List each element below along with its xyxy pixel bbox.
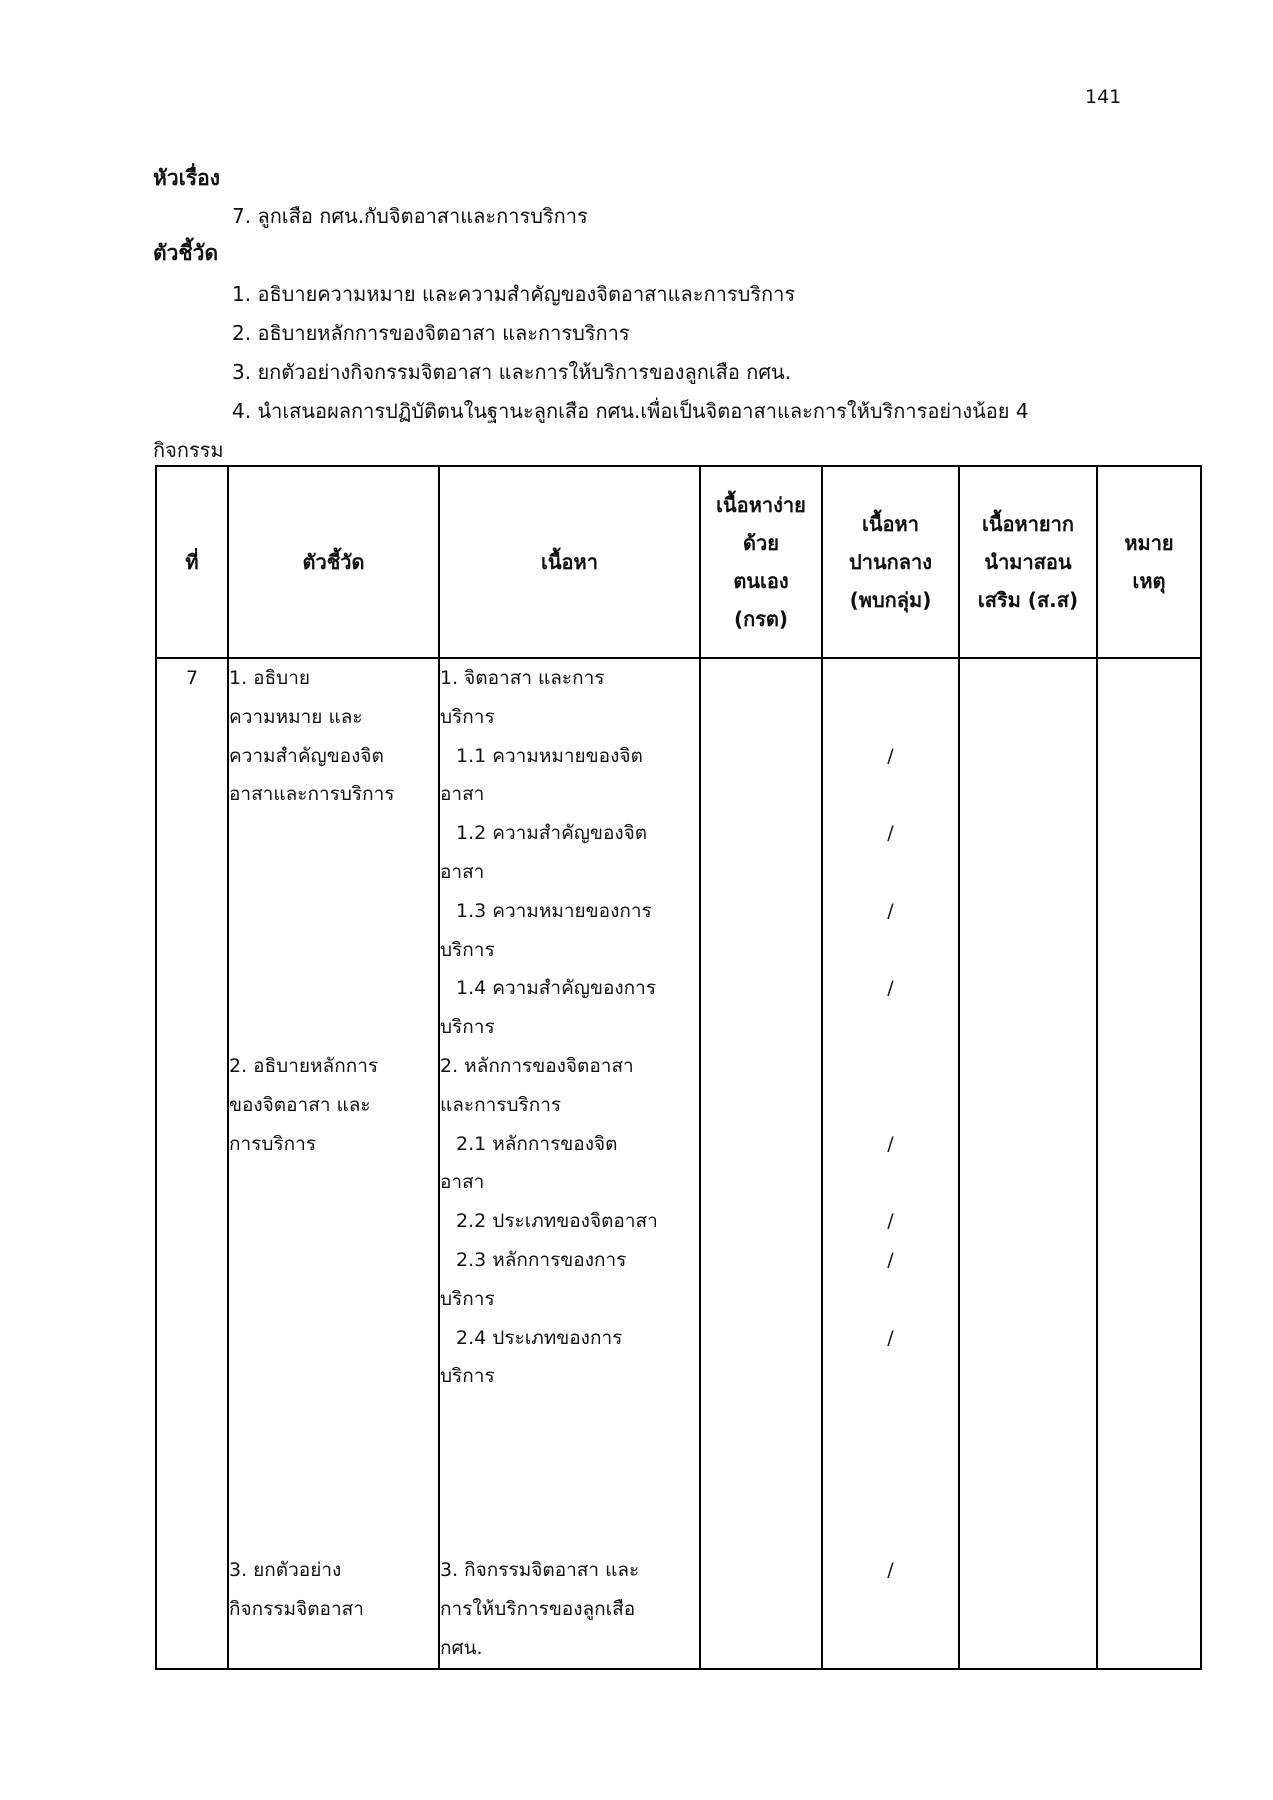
header-content: เนื้อหา xyxy=(439,466,700,658)
medium-mark-line: / xyxy=(887,1132,894,1155)
content-line xyxy=(440,1396,699,1435)
medium-mark-line xyxy=(823,1590,958,1629)
indicator-line xyxy=(229,1319,438,1358)
medium-mark-line xyxy=(823,1435,958,1474)
content-line: 2.2 ประเภทของจิตอาสา xyxy=(456,1210,658,1233)
indicator-line: 1. อธิบาย xyxy=(229,667,311,689)
content-line: และการบริการ xyxy=(440,1093,562,1116)
content-line: 1.1 ความหมายของจิต xyxy=(456,744,643,767)
medium-mark-line: / xyxy=(887,1559,894,1582)
course-table xyxy=(155,465,1202,1670)
indicator-line xyxy=(229,931,438,970)
medium-mark-line: / xyxy=(887,977,894,1000)
content-line: อาสา xyxy=(440,1171,485,1194)
indicator-line: ความสำคัญของจิต xyxy=(229,744,384,767)
indicator-line: 3. ยกตัวอย่าง xyxy=(229,1559,342,1582)
medium-mark-line: / xyxy=(887,822,894,845)
medium-mark-line: / xyxy=(887,1248,894,1271)
content-line: 2. หลักการของจิตอาสา xyxy=(440,1054,634,1077)
content-line: 2.1 หลักการของจิต xyxy=(456,1132,618,1155)
cell-easy xyxy=(700,658,822,1669)
indicator-line xyxy=(229,1513,438,1552)
medium-mark-line xyxy=(823,1513,958,1552)
indicator-line xyxy=(229,814,438,853)
header-remark: หมาย เหตุ xyxy=(1097,466,1201,658)
topic-heading: หัวเรื่อง xyxy=(153,166,220,190)
content-line: 1.3 ความหมายของการ xyxy=(456,899,652,922)
header-no: ที่ xyxy=(156,466,228,658)
table-header-row xyxy=(156,466,1201,658)
content-line: 2.3 หลักการของการ xyxy=(456,1248,627,1271)
indicator-line: ของจิตอาสา และ xyxy=(229,1093,371,1116)
content-line xyxy=(440,1474,699,1513)
indicator-line xyxy=(229,1241,438,1280)
indicator-line xyxy=(229,969,438,1008)
medium-mark-line xyxy=(823,659,958,698)
indicator-line: ความหมาย และ xyxy=(229,705,363,728)
indicator-line: กิจกรรมจิตอาสา xyxy=(229,1598,364,1621)
medium-mark-line xyxy=(823,775,958,814)
medium-mark-line: / xyxy=(887,1326,894,1349)
indicator-line: การบริการ xyxy=(229,1132,317,1155)
header-easy: เนื้อหาง่าย ด้วย ตนเอง (กรต) xyxy=(700,466,822,658)
medium-mark-line xyxy=(823,1047,958,1086)
content-line: 3. กิจกรรมจิตอาสา และ xyxy=(440,1559,640,1582)
indicator-item: 3. ยกตัวอย่างกิจกรรมจิตอาสา และการให้บริการของลูกเสือ กศน. xyxy=(232,360,792,384)
content-line: อาสา xyxy=(440,860,485,883)
medium-mark-line: / xyxy=(887,744,894,767)
indicator-line xyxy=(229,1202,438,1241)
indicator-line xyxy=(229,892,438,931)
indicator-line xyxy=(229,1396,438,1435)
cell-content xyxy=(439,658,700,1669)
topic-item: 7. ลูกเสือ กศน.กับจิตอาสาและการบริการ xyxy=(232,204,588,228)
cell-remark xyxy=(1097,658,1201,1669)
content-line: การให้บริการของลูกเสือ xyxy=(440,1598,636,1621)
content-line: อาสา xyxy=(440,783,485,806)
indicator-line xyxy=(229,1163,438,1202)
medium-mark-line xyxy=(823,1086,958,1125)
medium-mark-line xyxy=(823,931,958,970)
indicator-continuation: กิจกรรม xyxy=(153,438,224,462)
indicator-line xyxy=(229,853,438,892)
medium-mark-line: / xyxy=(887,1210,894,1233)
indicator-line xyxy=(229,1280,438,1319)
medium-mark-line xyxy=(823,1474,958,1513)
indicator-line: 2. อธิบายหลักการ xyxy=(229,1054,379,1077)
medium-mark-line xyxy=(823,1008,958,1047)
medium-mark-line xyxy=(823,1163,958,1202)
content-line: 1. จิตอาสา และการ xyxy=(440,667,605,689)
header-hard: เนื้อหายาก นำมาสอน เสริม (ส.ส) xyxy=(959,466,1097,658)
indicator-item: 1. อธิบายความหมาย และความสำคัญของจิตอาสาและการบริการ xyxy=(232,282,796,306)
indicator-line xyxy=(229,1357,438,1396)
medium-mark-line xyxy=(823,853,958,892)
content-line: 1.2 ความสำคัญของจิต xyxy=(456,822,648,845)
indicators-heading: ตัวชี้วัด xyxy=(153,241,219,265)
cell-medium xyxy=(822,658,959,1669)
cell-no: 7 xyxy=(156,658,228,1669)
header-indicator: ตัวชี้วัด xyxy=(228,466,439,658)
content-line xyxy=(440,1513,699,1552)
content-line: 1.4 ความสำคัญของการ xyxy=(456,977,657,1000)
indicator-item: 4. นำเสนอผลการปฏิบัติตนในฐานะลูกเสือ กศน.เพื่อเป็นจิตอาสาและการให้บริการอย่างน้อย 4 xyxy=(232,399,1029,423)
content-line: กศน. xyxy=(440,1636,483,1659)
medium-mark-line xyxy=(823,1357,958,1396)
indicator-line xyxy=(229,1474,438,1513)
content-line: บริการ xyxy=(440,1287,495,1310)
medium-mark-line xyxy=(823,1280,958,1319)
indicator-line xyxy=(229,1435,438,1474)
medium-mark-line xyxy=(823,698,958,737)
cell-hard xyxy=(959,658,1097,1669)
content-line: บริการ xyxy=(440,705,495,728)
table-row xyxy=(156,658,1201,1669)
content-line: 2.4 ประเภทของการ xyxy=(456,1326,623,1349)
content-line xyxy=(440,1435,699,1474)
indicator-line: อาสาและการบริการ xyxy=(229,783,395,806)
indicator-line xyxy=(229,1008,438,1047)
content-line: บริการ xyxy=(440,938,495,961)
header-medium: เนื้อหา ปานกลาง (พบกลุ่ม) xyxy=(822,466,959,658)
medium-mark-line xyxy=(823,1396,958,1435)
medium-mark-line: / xyxy=(887,899,894,922)
cell-indicator xyxy=(228,658,439,1669)
content-line: บริการ xyxy=(440,1365,495,1388)
content-line: บริการ xyxy=(440,1016,495,1039)
indicator-item: 2. อธิบายหลักการของจิตอาสา และการบริการ xyxy=(232,321,630,345)
page-number: 141 xyxy=(1085,86,1122,108)
medium-mark-line xyxy=(823,1629,958,1668)
